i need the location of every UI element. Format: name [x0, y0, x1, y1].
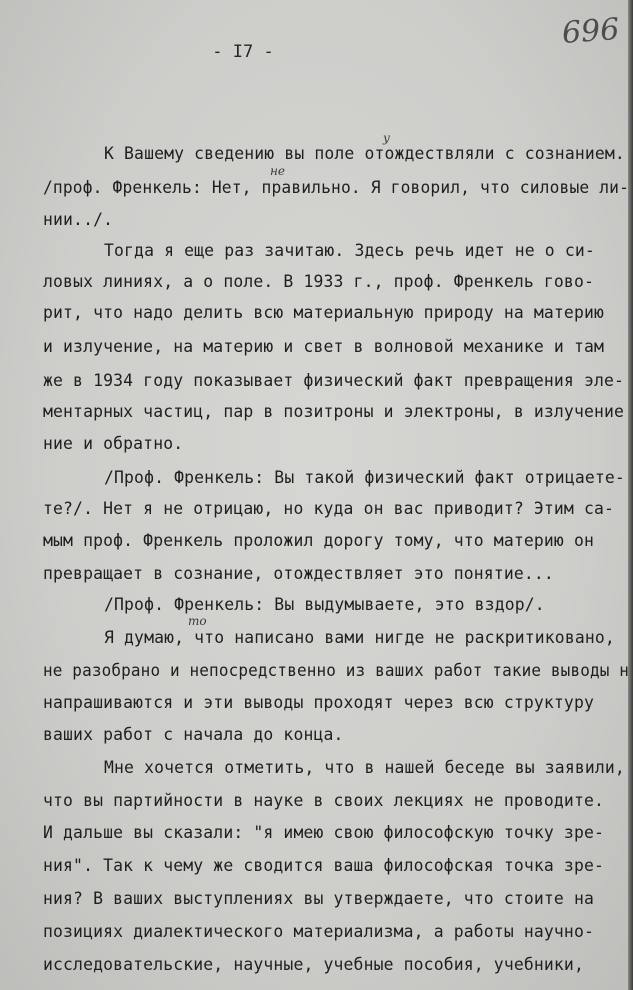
text-line: ловых линиях, а о поле. В 1933 г., проф. Френкель гово-: [43, 272, 594, 291]
text-line: ния". Так к чему же сводится ваша философская точка зре-: [43, 856, 605, 875]
text-line: мым проф. Френкель проложил дорогу тому, что материю он: [43, 531, 594, 550]
page-number: - I7 -: [212, 42, 274, 62]
text-line: исследовательские, научные, учебные пособия, учебники,: [43, 955, 584, 974]
text-line: что вы партийности в науке в своих лекциях не проводите.: [43, 791, 605, 810]
text-line: нии../.: [43, 210, 114, 229]
text-line: И дальше вы сказали: "я имею свою философскую точку зре-: [43, 823, 605, 842]
text-line: ния? В ваших выступлениях вы утверждаете, что стоите на: [43, 889, 594, 908]
text-line: позициях диалектического материализма, а работы научно-: [43, 922, 594, 941]
text-line: и излучение, на материю и свет в волновой механике и там: [43, 337, 605, 356]
text-line: ментарных частиц, пар в позитроны и электроны, в излучение: [43, 402, 625, 421]
text-line: же в 1934 году показывает физический факт превращения эле-: [43, 371, 625, 390]
text-line: ние и обратно.: [43, 434, 184, 453]
handwritten-correction: то: [188, 614, 207, 628]
text-line: не разобрано и непосредственно из ваших работ такие выводы н: [43, 661, 630, 680]
text-line: Тогда я еще раз зачитаю. Здесь речь идет не о си-: [104, 241, 595, 260]
text-line: рит, что надо делить всю материальную природу на материю: [43, 303, 605, 322]
handwritten-correction: не: [270, 164, 286, 178]
text-line: Мне хочется отметить, что в нашей беседе вы заявили,: [104, 758, 625, 777]
text-line: ваших работ с начала до конца.: [43, 725, 344, 744]
text-line: /Проф. Френкель: Вы выдумываете, это вздор/.: [104, 595, 545, 614]
text-line: превращает в сознание, отождествляет это понятие...: [43, 564, 554, 583]
text-line: напрашиваются и эти выводы проходят через всю структуру: [43, 693, 594, 712]
text-line: К Вашему сведению вы поле отождествляли с сознанием.: [104, 144, 625, 163]
text-line: /Проф. Френкель: Вы такой физический факт отрицаете-: [104, 468, 625, 487]
archive-number-handwritten: 696: [560, 12, 621, 51]
text-line: те?/. Нет я не отрицаю, но куда он вас приводит? Этим са-: [43, 499, 615, 518]
text-line: /проф. Френкель: Нет, правильно. Я говорил, что силовые ли-: [43, 178, 630, 197]
text-line: Я думаю, что написано вами нигде не раскритиковано,: [104, 628, 615, 647]
handwritten-correction: у: [383, 131, 390, 145]
